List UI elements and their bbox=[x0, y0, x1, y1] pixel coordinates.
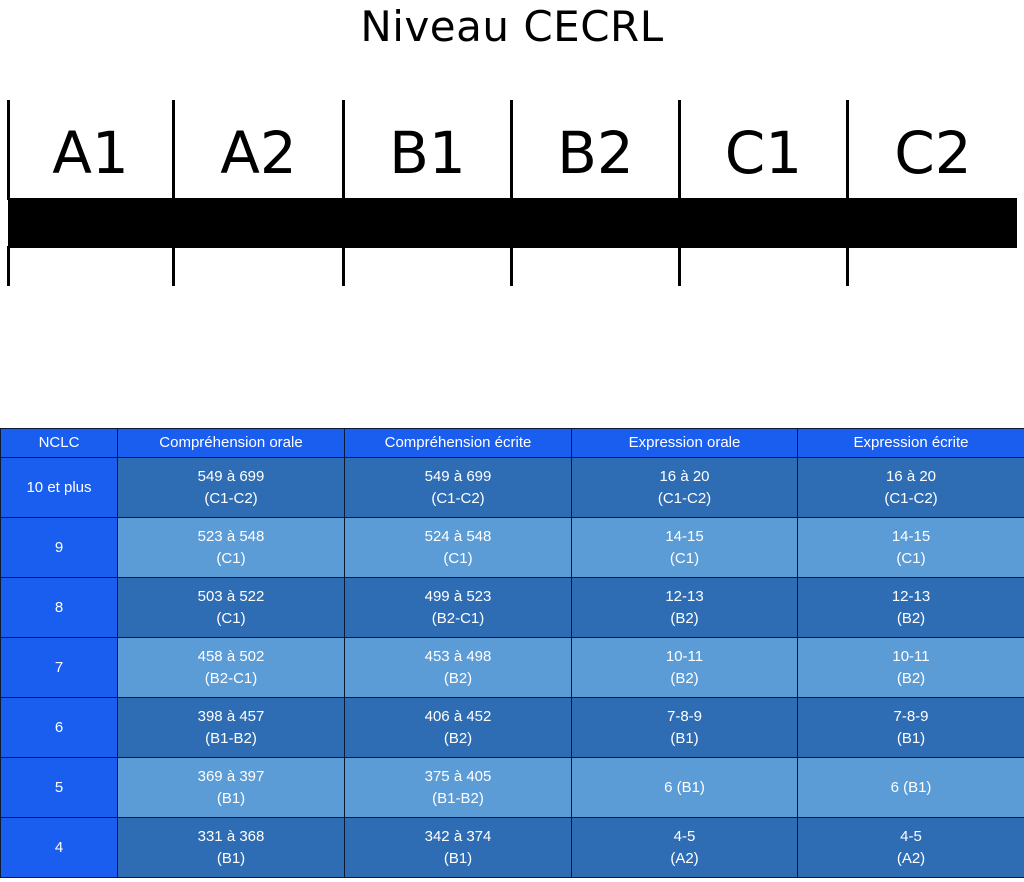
score-level: (C1) bbox=[443, 549, 473, 567]
score-cell bbox=[572, 518, 798, 578]
score-level: (C1-C2) bbox=[884, 489, 938, 507]
score-cell bbox=[118, 698, 345, 758]
header-nclc: NCLC bbox=[1, 429, 118, 458]
cecrl-scale bbox=[0, 100, 1024, 290]
score-level: (C1-C2) bbox=[204, 489, 258, 507]
score-range: 398 à 457 bbox=[197, 707, 265, 725]
score-level: (B1) bbox=[216, 789, 246, 807]
score-range: 14-15 bbox=[665, 527, 704, 545]
score-cell bbox=[345, 638, 572, 698]
score-cell bbox=[798, 458, 1024, 518]
score-range: 7-8-9 bbox=[893, 707, 929, 725]
score-cell bbox=[345, 518, 572, 578]
score-level: (B1) bbox=[670, 729, 699, 747]
score-range: 14-15 bbox=[891, 527, 931, 545]
score-range: 503 à 522 bbox=[197, 587, 265, 605]
score-range: 16 à 20 bbox=[659, 467, 710, 485]
nclc-cell: 4 bbox=[1, 818, 118, 878]
nclc-cell: 7 bbox=[1, 638, 118, 698]
score-range: 369 à 397 bbox=[197, 767, 265, 785]
score-level: (B2) bbox=[670, 609, 699, 627]
score-level: (B1) bbox=[443, 849, 473, 867]
table-header-row bbox=[1, 429, 1024, 458]
score-range: 6 (B1) bbox=[664, 778, 705, 796]
score-level: (A2) bbox=[896, 849, 926, 867]
score-level: (C1) bbox=[896, 549, 926, 567]
score-cell bbox=[345, 818, 572, 878]
scale-bar bbox=[8, 198, 1017, 248]
score-cell bbox=[572, 638, 798, 698]
nclc-table bbox=[0, 428, 1024, 878]
table-row bbox=[1, 458, 1024, 518]
score-level: (C1-C2) bbox=[657, 489, 712, 507]
score-range: 12-13 bbox=[665, 587, 704, 605]
level-b1: B1 bbox=[389, 119, 466, 187]
table-row bbox=[1, 518, 1024, 578]
score-cell bbox=[118, 758, 345, 818]
score-cell bbox=[345, 698, 572, 758]
score-level: (A2) bbox=[670, 849, 699, 867]
score-range: 7-8-9 bbox=[666, 707, 703, 725]
score-cell bbox=[345, 758, 572, 818]
score-cell bbox=[345, 578, 572, 638]
table-row bbox=[1, 698, 1024, 758]
scale-tick bbox=[510, 246, 513, 286]
table-row bbox=[1, 578, 1024, 638]
score-cell bbox=[798, 518, 1024, 578]
score-range: 4-5 bbox=[673, 827, 696, 845]
score-cell bbox=[572, 578, 798, 638]
score-level: (C1) bbox=[216, 609, 246, 627]
score-range: 16 à 20 bbox=[885, 467, 937, 485]
header-comprehension-orale: Compréhension orale bbox=[118, 429, 345, 458]
level-c1: C1 bbox=[724, 119, 803, 187]
score-range: 453 à 498 bbox=[424, 647, 492, 665]
score-cell bbox=[118, 818, 345, 878]
score-range: 549 à 699 bbox=[197, 467, 265, 485]
level-a1: A1 bbox=[52, 119, 129, 187]
header-comprehension-ecrite: Compréhension écrite bbox=[345, 429, 572, 458]
level-c2: C2 bbox=[894, 119, 972, 187]
score-range: 342 à 374 bbox=[424, 827, 492, 845]
nclc-cell: 9 bbox=[1, 518, 118, 578]
score-range: 4-5 bbox=[900, 827, 922, 845]
score-cell bbox=[118, 458, 345, 518]
score-level: (B2) bbox=[896, 669, 926, 687]
score-cell bbox=[798, 638, 1024, 698]
score-level: (B1-B2) bbox=[432, 789, 484, 807]
score-level: (B1) bbox=[896, 729, 926, 747]
score-range: 6 (B1) bbox=[890, 778, 932, 796]
score-range: 12-13 bbox=[891, 587, 931, 605]
score-range: 375 à 405 bbox=[424, 767, 492, 785]
scale-tick bbox=[172, 246, 175, 286]
score-level: (B2-C1) bbox=[431, 609, 485, 627]
scale-tick bbox=[678, 246, 681, 286]
scale-tick bbox=[342, 246, 345, 286]
score-level: (B1-B2) bbox=[205, 729, 257, 747]
scale-tick bbox=[846, 246, 849, 286]
score-cell bbox=[798, 818, 1024, 878]
nclc-cell: 10 et plus bbox=[1, 458, 118, 518]
table-row bbox=[1, 638, 1024, 698]
score-range: 406 à 452 bbox=[424, 707, 492, 725]
score-range: 524 à 548 bbox=[424, 527, 492, 545]
score-level: (B2) bbox=[443, 669, 473, 687]
score-level: (C1) bbox=[216, 549, 246, 567]
score-cell bbox=[118, 518, 345, 578]
score-cell bbox=[572, 758, 798, 818]
score-cell bbox=[118, 578, 345, 638]
table-row bbox=[1, 758, 1024, 818]
table-row bbox=[1, 818, 1024, 878]
nclc-cell: 8 bbox=[1, 578, 118, 638]
score-cell bbox=[572, 458, 798, 518]
score-cell bbox=[345, 458, 572, 518]
level-b2: B2 bbox=[557, 119, 634, 187]
score-level: (B2-C1) bbox=[204, 669, 258, 687]
score-cell bbox=[798, 758, 1024, 818]
score-cell bbox=[118, 638, 345, 698]
score-level: (B1) bbox=[216, 849, 246, 867]
score-cell bbox=[798, 698, 1024, 758]
score-range: 549 à 699 bbox=[424, 467, 492, 485]
score-cell bbox=[572, 818, 798, 878]
header-expression-orale: Expression orale bbox=[572, 429, 798, 458]
header-expression-ecrite: Expression écrite bbox=[798, 429, 1024, 458]
score-range: 10-11 bbox=[665, 647, 704, 665]
score-cell bbox=[572, 698, 798, 758]
nclc-cell: 6 bbox=[1, 698, 118, 758]
page-title: Niveau CECRL bbox=[360, 2, 664, 51]
score-level: (B2) bbox=[896, 609, 926, 627]
score-range: 458 à 502 bbox=[197, 647, 265, 665]
score-range: 10-11 bbox=[892, 647, 930, 665]
score-level: (C1) bbox=[669, 549, 700, 567]
score-level: (C1-C2) bbox=[431, 489, 485, 507]
score-range: 499 à 523 bbox=[424, 587, 492, 605]
score-level: (B2) bbox=[670, 669, 699, 687]
score-range: 523 à 548 bbox=[197, 527, 265, 545]
score-level: (B2) bbox=[443, 729, 473, 747]
level-a2: A2 bbox=[220, 119, 297, 187]
score-cell bbox=[798, 578, 1024, 638]
score-range: 331 à 368 bbox=[197, 827, 265, 845]
nclc-cell: 5 bbox=[1, 758, 118, 818]
scale-tick bbox=[7, 246, 10, 286]
